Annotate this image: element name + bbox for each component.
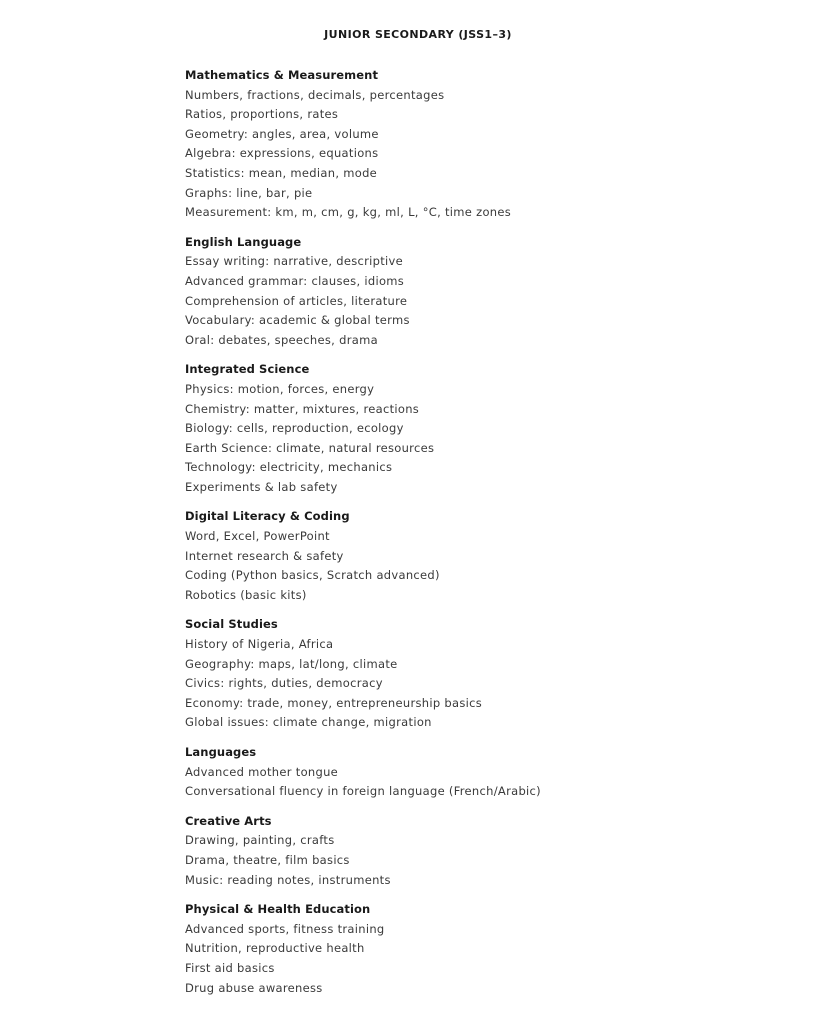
list-item: Biology: cells, reproduction, ecology xyxy=(185,421,404,436)
section xyxy=(185,743,785,802)
list-item: Drama, theatre, film basics xyxy=(185,852,350,867)
section xyxy=(185,812,785,890)
section-heading: Integrated Science xyxy=(185,362,310,377)
list-item: Algebra: expressions, equations xyxy=(185,146,379,161)
section-heading: Digital Literacy & Coding xyxy=(185,509,350,524)
list-item: Vocabulary: academic & global terms xyxy=(185,313,410,328)
list-item: History of Nigeria, Africa xyxy=(185,637,334,652)
list-item: Robotics (basic kits) xyxy=(185,587,307,602)
list-item: Geography: maps, lat/long, climate xyxy=(185,656,398,671)
section-list xyxy=(185,380,785,498)
page-title: JUNIOR SECONDARY (JSS1–3) xyxy=(324,28,512,41)
section-list xyxy=(185,920,785,998)
list-item: Conversational fluency in foreign language (French/Arabic) xyxy=(185,784,541,799)
list-item: Geometry: angles, area, volume xyxy=(185,126,379,141)
list-item: Technology: electricity, mechanics xyxy=(185,460,393,475)
list-item: Drug abuse awareness xyxy=(185,980,323,995)
list-item: Word, Excel, PowerPoint xyxy=(185,529,330,544)
list-item: Chemistry: matter, mixtures, reactions xyxy=(185,401,420,416)
section-heading: English Language xyxy=(185,234,302,249)
list-item: Nutrition, reproductive health xyxy=(185,941,365,956)
list-item: Earth Science: climate, natural resources xyxy=(185,440,435,455)
list-item: Experiments & lab safety xyxy=(185,479,338,494)
section-heading: Social Studies xyxy=(185,617,278,632)
section-list xyxy=(185,763,785,802)
section-heading: Languages xyxy=(185,745,257,759)
list-item: Coding (Python basics, Scratch advanced) xyxy=(185,568,440,583)
list-item: Comprehension of articles, literature xyxy=(185,293,408,308)
list-item: Civics: rights, duties, democracy xyxy=(185,676,383,691)
list-item: Advanced grammar: clauses, idioms xyxy=(185,273,405,288)
list-item: Music: reading notes, instruments xyxy=(185,872,391,887)
section-list xyxy=(185,86,785,223)
section-list xyxy=(185,831,785,890)
section xyxy=(185,615,785,733)
list-item: Ratios, proportions, rates xyxy=(185,107,339,122)
list-item: First aid basics xyxy=(185,960,275,975)
section-list xyxy=(185,635,785,733)
section-heading: Creative Arts xyxy=(185,813,272,828)
section-heading: Physical & Health Education xyxy=(185,902,371,917)
list-item: Oral: debates, speeches, drama xyxy=(185,332,378,347)
list-item: Advanced mother tongue xyxy=(185,764,339,779)
list-item: Physics: motion, forces, energy xyxy=(185,381,375,396)
list-item: Essay writing: narrative, descriptive xyxy=(185,254,404,269)
list-item: Graphs: line, bar, pie xyxy=(185,185,313,200)
list-item: Statistics: mean, median, mode xyxy=(185,165,378,180)
list-item: Measurement: km, m, cm, g, kg, ml, L, °C, time zones xyxy=(185,205,512,220)
list-item: Numbers, fractions, decimals, percentages xyxy=(185,87,445,102)
curriculum-content xyxy=(185,66,785,1008)
list-item: Economy: trade, money, entrepreneurship basics xyxy=(185,695,483,710)
section-list xyxy=(185,527,785,605)
section xyxy=(185,360,785,497)
section xyxy=(185,233,785,351)
section xyxy=(185,66,785,223)
section xyxy=(185,900,785,998)
section-list xyxy=(185,252,785,350)
list-item: Internet research & safety xyxy=(185,548,344,563)
list-item: Advanced sports, fitness training xyxy=(185,921,385,936)
section xyxy=(185,507,785,605)
list-item: Drawing, painting, crafts xyxy=(185,833,335,848)
list-item: Global issues: climate change, migration xyxy=(185,715,432,730)
section-heading: Mathematics & Measurement xyxy=(185,68,379,82)
